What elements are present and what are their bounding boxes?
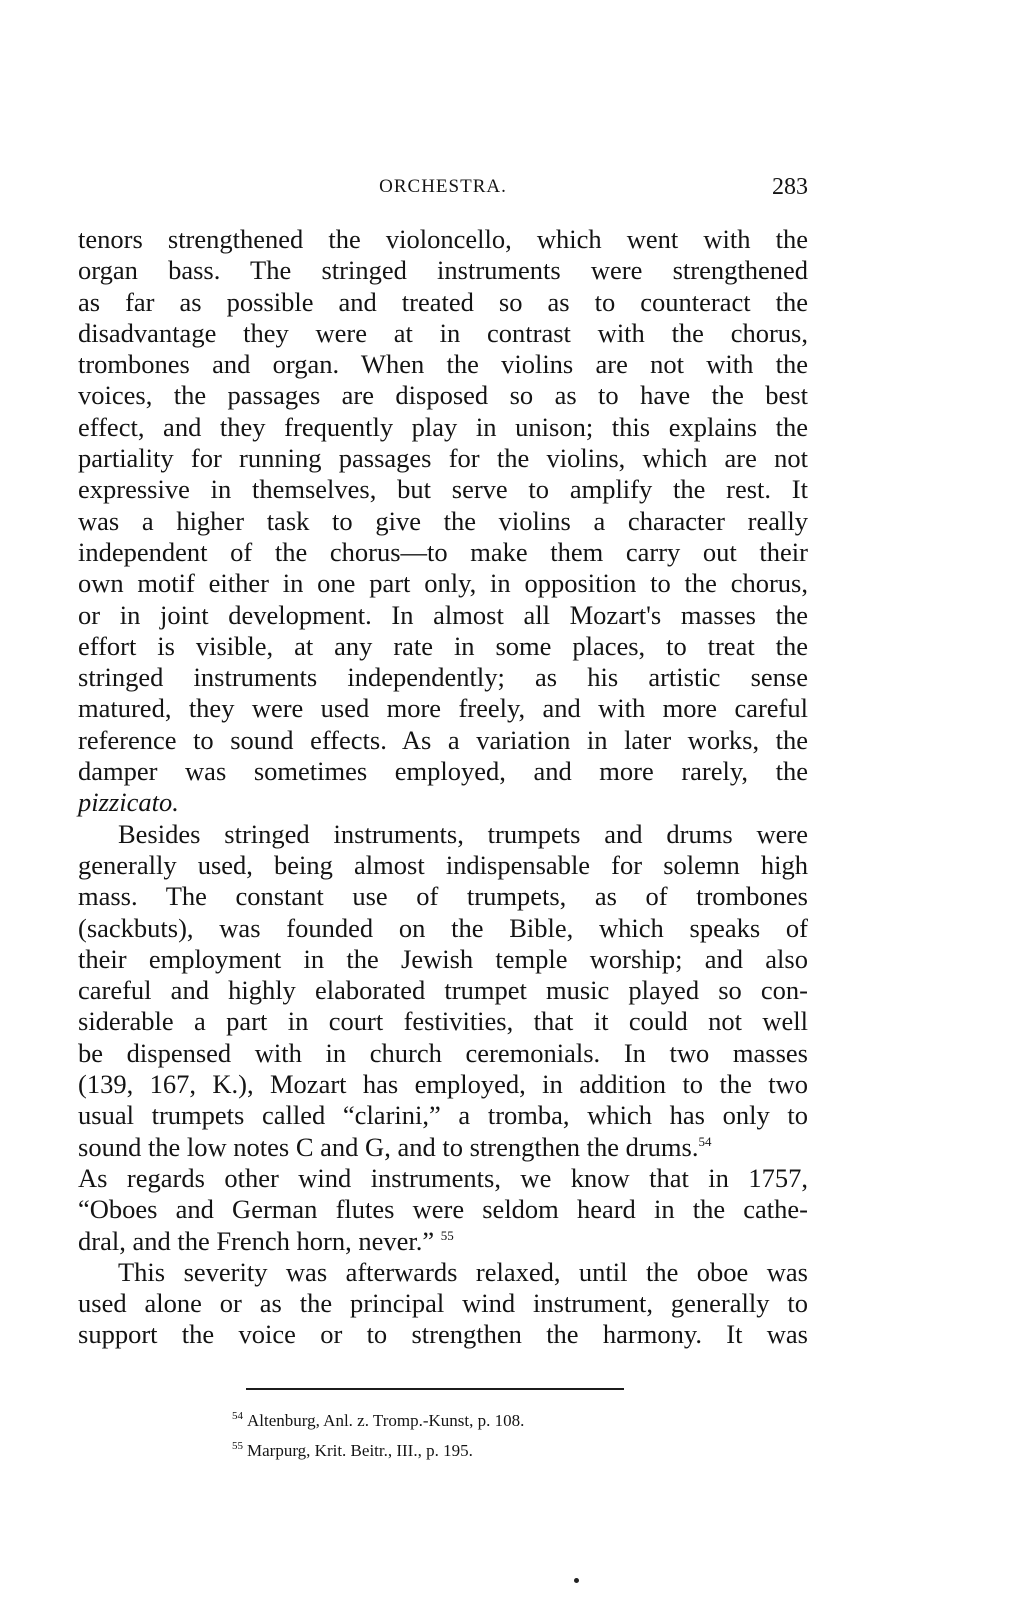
footnote-divider [246, 1388, 624, 1390]
text-line: generally used, being almost indispensable for solemn high [78, 849, 808, 880]
text-line: partiality for running passages for the violins, which are not [78, 443, 808, 474]
text-line: matured, they were used more freely, and with more careful [78, 693, 808, 724]
text-line: reference to sound effects. As a variation in later works, the [78, 724, 808, 755]
text-line: was a higher task to give the violins a character really [78, 505, 808, 536]
text-line [78, 1132, 808, 1163]
text-line: support the voice or to strengthen the harmony. It was [78, 1319, 808, 1350]
text-line: tenors strengthened the violoncello, which went with the [78, 224, 808, 254]
text-line: voices, the passages are disposed so as to have the best [78, 380, 808, 411]
running-title: ORCHESTRA. [379, 176, 507, 197]
text-line: or in joint development. In almost all Mozart's masses the [78, 599, 808, 630]
text-line [78, 1226, 808, 1257]
footnote-text: Marpurg, Krit. Beitr., III., p. 195. [247, 1441, 473, 1460]
text-line: independent of the chorus—to make them carry out their [78, 536, 808, 567]
page-number: 283 [772, 174, 808, 200]
footnote-mark: 55 [232, 1440, 243, 1453]
text-line: disadvantage they were at in contrast with the chorus, [78, 317, 808, 348]
text-line: trombones and organ. When the violins are not with the [78, 349, 808, 380]
text-line-content: sound the low notes C and G, and to strengthen the drums. [78, 1131, 699, 1162]
text-line: Besides stringed instruments, trumpets and drums were [118, 818, 808, 849]
text-line: damper was sometimes employed, and more rarely, the [78, 756, 808, 787]
text-line: own motif either in one part only, in opposition to the chorus, [78, 568, 808, 599]
footnote-ref: 54 [698, 1133, 712, 1149]
body-text [78, 224, 808, 1351]
text-line: careful and highly elaborated trumpet music played so con- [78, 975, 808, 1006]
text-line: (139, 167, K.), Mozart has employed, in addition to the two [78, 1069, 808, 1100]
footnote [232, 1406, 792, 1436]
text-line: organ bass. The stringed instruments were strengthened [78, 255, 808, 286]
footnote-ref: 55 [440, 1227, 454, 1243]
text-line: expressive in themselves, but serve to amplify the rest. It [78, 474, 808, 505]
footnote-mark: 54 [232, 1410, 243, 1423]
text-line: This severity was afterwards relaxed, until the oboe was [118, 1256, 808, 1287]
ink-speck [574, 1578, 579, 1583]
text-line: “Oboes and German flutes were seldom heard in the cathe- [78, 1194, 808, 1225]
text-line: usual trumpets called “clarini,” a tromba, which has only to [78, 1100, 808, 1131]
text-line: siderable a part in court festivities, that it could not well [78, 1006, 808, 1037]
text-line: as far as possible and treated so as to counteract the [78, 286, 808, 317]
text-line: effect, and they frequently play in unison; this explains the [78, 411, 808, 442]
text-line: (sackbuts), was founded on the Bible, which speaks of [78, 912, 808, 943]
text-line-content: dral, and the French horn, never.” [78, 1225, 435, 1256]
footnotes [232, 1406, 792, 1466]
text-line: used alone or as the principal wind instrument, generally to [78, 1288, 808, 1319]
footnote [232, 1436, 792, 1466]
text-line: mass. The constant use of trumpets, as of trombones [78, 881, 808, 912]
running-head [78, 172, 808, 202]
text-line: As regards other wind instruments, we know that in 1757, [78, 1162, 808, 1193]
text-line: stringed instruments independently; as his artistic sense [78, 662, 808, 693]
footnote-text: Altenburg, Anl. z. Tromp.-Kunst, p. 108. [247, 1411, 525, 1430]
text-line: pizzicato. [78, 787, 179, 818]
text-line: their employment in the Jewish temple worship; and also [78, 943, 808, 974]
text-line: effort is visible, at any rate in some places, to treat the [78, 630, 808, 661]
text-line: be dispensed with in church ceremonials. In two masses [78, 1037, 808, 1068]
